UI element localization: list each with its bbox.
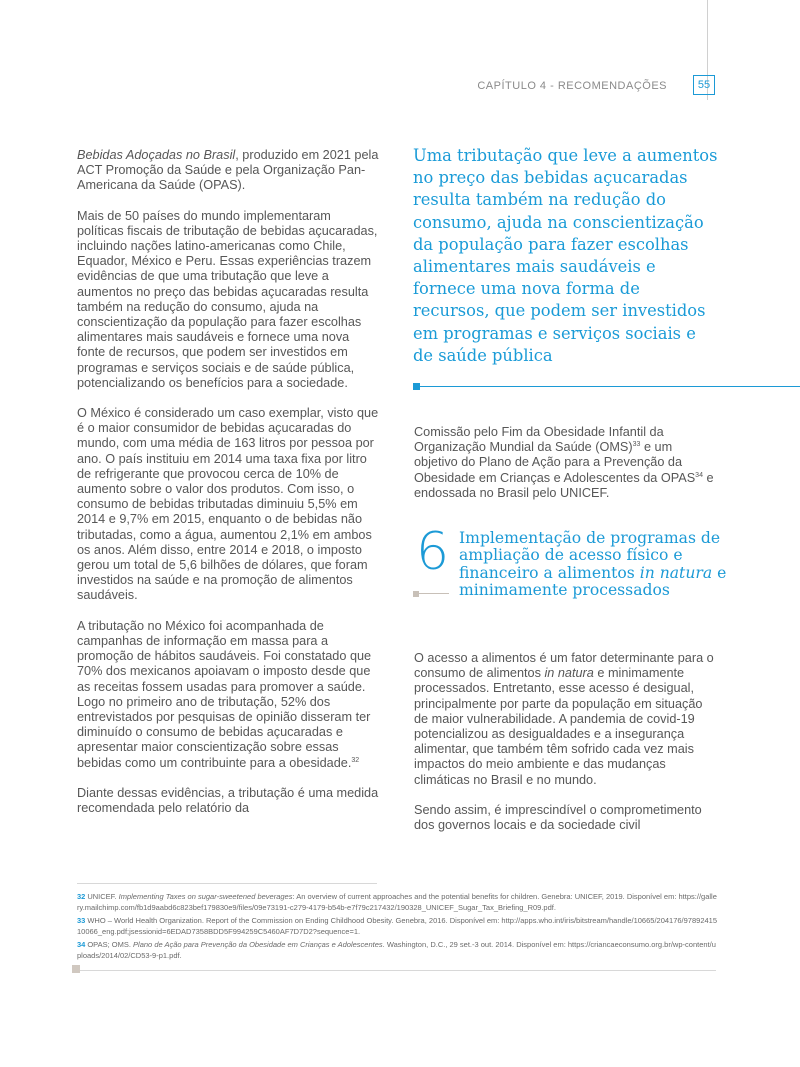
footnote-title: Plano de Ação para Prevenção da Obesidade em Crianças e Adolescentes [133, 940, 383, 949]
right-paragraph-2 [414, 651, 714, 788]
footnote-32 [77, 892, 717, 913]
footnote-text: WHO – World Health Organization. Report of the Commission on Ending Childhood Obesity. Genebra, 2016. Disponível em: http://apps.who.int/iris/bitstream/handle/10665/204176/9789241510066_eng.pdf;jsessionid=6EDAD7358BDD5F994259C5460AF7D7D2?sequence=1. [77, 916, 718, 936]
pull-quote: Uma tributação que leve a aumentos no preço das bebidas açucaradas resulta também na redução do consumo, ajuda na conscientização da população para fazer escolhas alimentares mais saudáveis e fornece uma nova forma de recursos, que podem ser investidos em programas e serviços sociais e de saúde pública [413, 146, 718, 365]
footnotes [77, 892, 717, 964]
section-title-em: in natura [639, 563, 713, 582]
right-paragraph-2-em: in natura [544, 666, 594, 681]
chapter-title: CAPÍTULO 4 - RECOMENDAÇÕES [477, 80, 667, 92]
footnote-title: Implementing Taxes on sugar-sweetened beverages [118, 892, 293, 901]
footnote-ref-34: 34 [695, 471, 703, 479]
section-title-b: e minimamente processados [459, 563, 727, 600]
right-column-top [414, 425, 714, 516]
footnote-text: : An overview of current approaches and the potential benefits for children. Genebra: UNICEF, 2019. Disponível em: https://gallery.mailchimp.com/fb1d9aabd6c823bef179830e9/files/09e73191-c279-4179-b54b-e7f79c217432/190328_UNICEF_Sugar_Tax_Briefing_R09.pdf. [77, 892, 717, 912]
footnote-text: OPAS; OMS. [87, 940, 134, 949]
section-rule [419, 593, 449, 594]
footnote-number: 33 [77, 916, 86, 925]
footnote-number: 32 [77, 892, 86, 901]
pull-quote-rule [420, 386, 800, 387]
right-paragraph-1-b: e um objetivo do Plano de Ação para a Prevenção da Obesidade em Crianças e Adolescentes da OPAS [414, 440, 696, 485]
right-paragraph-1 [414, 425, 714, 501]
report-title: Bebidas Adoçadas no Brasil [77, 148, 236, 162]
left-paragraph-2: Mais de 50 países do mundo implementaram políticas fiscais de tributação de bebidas açucaradas, incluindo nações latino-americanas como Chile, Equador, México e Peru. Essas experiências trazem evidências de que uma tributação que leve a aumentos no preço das bebidas açucaradas resulta também na redução do consumo, ajuda na conscientização da população para fazer escolhas alimentares mais saudáveis e fornece uma nova fonte de recursos, que podem ser investidos em programas e serviços sociais e de saúde pública, potencializando os benefícios para a sociedade. [77, 208, 378, 390]
section-number: 6 [416, 522, 450, 582]
footnote-34 [77, 940, 717, 961]
footnote-ref-32: 32 [351, 756, 360, 764]
left-column [77, 148, 380, 831]
page-number: 55 [693, 75, 715, 95]
footnote-text: . Washington, D.C., 29 set.-3 out. 2014. Disponível em: https://criancaeconsumo.org.br/wp-content/uploads/2014/02/CD53-9-p1.pdf. [77, 940, 716, 960]
left-paragraph-4 [77, 619, 380, 771]
right-column-bottom [414, 651, 714, 848]
bottom-rule [80, 970, 716, 971]
footnote-rule [77, 883, 377, 884]
footnote-33 [77, 916, 717, 937]
section-title-a: Implementação de programas de ampliação de acesso físico e financeiro a alimentos [459, 529, 721, 582]
pull-quote-marker [413, 383, 420, 390]
left-paragraph-3: O México é considerado um caso exemplar, visto que é o maior consumidor de bebidas açucaradas do mundo, com uma média de 163 litros por pessoa por ano. O país instituiu em 2014 uma taxa fixa por litro de refrigerante que provocou cerca de 10% de aumento sobre o valor dos produtos. Com isso, o consumo de bebidas tributadas diminuiu 5,5% em 2014 e 9,7% em 2015, enquanto o de bebidas não tributadas, como a água, aumentou 2,1% em ambos os anos. Além disso, entre 2014 e 2018, o imposto gerou um total de 5,6 bilhões de dólares, que foram investidos na saúde e na promoção de alimentos saudáveis. [77, 406, 379, 603]
left-paragraph-5: Diante dessas evidências, a tributação é uma medida recomendada pelo relatório da [77, 785, 379, 815]
section-marker [413, 591, 419, 597]
left-paragraph-1 [77, 148, 380, 194]
left-paragraph-1-text: , produzido em 2021 pela ACT Promoção da Saúde e pela Organização Pan-Americana da Saúde (OPAS). [77, 148, 379, 193]
right-paragraph-1-a: Comissão pelo Fim da Obesidade Infantil da Organização Mundial da Saúde (OMS) [414, 425, 664, 455]
footnote-text: UNICEF. [87, 892, 119, 901]
right-paragraph-1-c: e endossada no Brasil pelo UNICEF. [414, 470, 714, 500]
footnote-ref-33: 33 [632, 440, 641, 448]
section-title [459, 530, 729, 600]
right-paragraph-3: Sendo assim, é imprescindível o comprometimento dos governos locais e da sociedade civil [414, 802, 702, 833]
bottom-marker [72, 965, 80, 973]
right-paragraph-2-b: e minimamente processados. Entretanto, esse acesso é desigual, principalmente por parte da população em situação de maior vulnerabilidade. A pandemia de covid-19 potencializou as desigualdades e a insegurança alimentar, que também têm sofrido cada vez mais impactos do meio ambiente e das mudanças climáticas no Brasil e no mundo. [414, 666, 703, 787]
footnote-number: 34 [77, 940, 86, 949]
left-paragraph-4-text: A tributação no México foi acompanhada de campanhas de informação em massa para a promoção de hábitos saudáveis. Foi constatado que 70% dos mexicanos apoiavam o imposto desde que as receitas fossem usadas para promover a saúde. Logo no primeiro ano de tributação, 52% dos entrevistados por pesquisas de opinião disseram ter diminuído o consumo de bebidas açucaradas e apresentar maior conscientização sobre essas bebidas como um contribuinte para a obesidade. [77, 618, 372, 770]
right-paragraph-2-a: O acesso a alimentos é um fator determinante para o consumo de alimentos [414, 651, 714, 681]
